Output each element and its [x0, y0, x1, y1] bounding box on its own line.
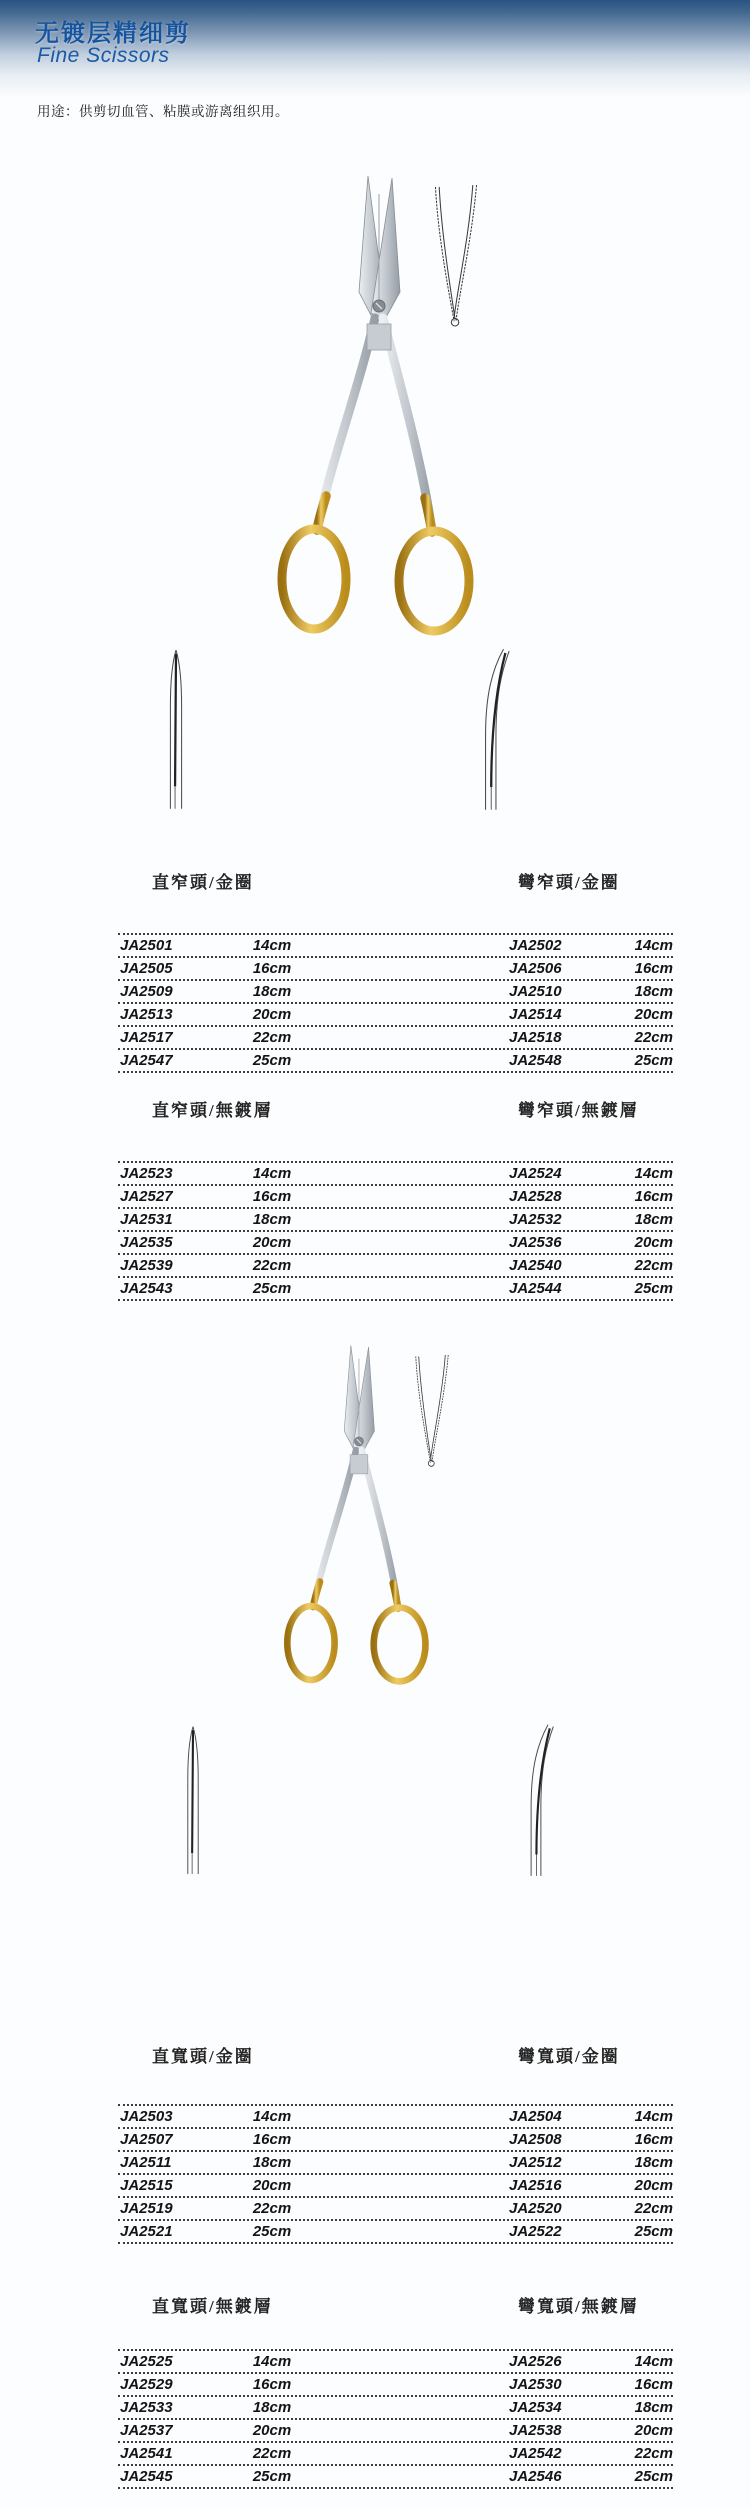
product-code-right: JA2518: [509, 1029, 562, 1046]
product-code-left: JA2505: [120, 960, 173, 977]
product-size-right: 25cm: [634, 1280, 673, 1297]
table-row: [118, 2464, 673, 2487]
column-header-left: 直窄頭/金圈: [152, 873, 254, 892]
product-code-right: JA2516: [509, 2177, 562, 2194]
table-row: [118, 2104, 673, 2127]
product-size-left: 18cm: [252, 2154, 292, 2171]
table-row: [118, 956, 673, 979]
product-code-right: JA2534: [509, 2399, 562, 2416]
product-size-right: 20cm: [634, 2422, 673, 2439]
product-size-right: 14cm: [634, 2108, 673, 2125]
product-code-right: JA2510: [509, 983, 562, 1000]
usage-note: 用途：供剪切血管、粘膜或游离组织用。: [37, 104, 289, 119]
table-row: [118, 979, 673, 1002]
table-row: [118, 2173, 673, 2196]
product-code-right: JA2546: [509, 2468, 562, 2485]
table-row: [118, 2372, 673, 2395]
column-header-right: 彎寬頭/無鍍層: [518, 2297, 639, 2316]
product-code-right: JA2512: [509, 2154, 562, 2171]
product-code-left: JA2501: [120, 937, 173, 954]
table-row: [118, 1253, 673, 1276]
table-row: [118, 1025, 673, 1048]
size-table: [118, 2104, 673, 2244]
product-size-left: 16cm: [252, 2376, 292, 2393]
table-row: [118, 1161, 673, 1184]
product-code-right: JA2530: [509, 2376, 562, 2393]
product-code-left: JA2515: [120, 2177, 173, 2194]
column-header-right: 彎寬頭/金圈: [518, 2047, 620, 2066]
product-code-left: JA2545: [120, 2468, 173, 2485]
table-row: [118, 933, 673, 956]
product-code-right: JA2538: [509, 2422, 562, 2439]
table-row: [118, 1230, 673, 1253]
product-code-left: JA2533: [120, 2399, 173, 2416]
product-code-right: JA2540: [509, 1257, 562, 1274]
table-row: [118, 2349, 673, 2372]
blade-tips-v-icon: [428, 180, 484, 332]
product-size-left: 16cm: [252, 2131, 292, 2148]
product-code-left: JA2531: [120, 1211, 173, 1228]
product-size-right: 20cm: [634, 1006, 673, 1023]
product-code-left: JA2529: [120, 2376, 173, 2393]
product-code-right: JA2506: [509, 960, 562, 977]
table-row: [118, 2127, 673, 2150]
product-size-left: 20cm: [252, 1234, 292, 1251]
product-size-left: 22cm: [252, 1029, 292, 1046]
product-size-right: 14cm: [634, 1165, 673, 1182]
product-code-left: JA2517: [120, 1029, 173, 1046]
product-code-right: JA2502: [509, 937, 562, 954]
product-code-right: JA2514: [509, 1006, 562, 1023]
product-size-left: 20cm: [252, 2177, 292, 2194]
product-size-right: 20cm: [634, 1234, 673, 1251]
product-size-right: 14cm: [634, 2353, 673, 2370]
product-size-left: 18cm: [252, 1211, 292, 1228]
table-row: [118, 2219, 673, 2242]
product-size-left: 25cm: [252, 2468, 292, 2485]
product-code-left: JA2519: [120, 2200, 173, 2217]
product-code-left: JA2525: [120, 2353, 173, 2370]
column-header-left: 直寬頭/無鍍層: [152, 2297, 273, 2316]
product-code-left: JA2523: [120, 1165, 173, 1182]
table-row: [118, 1048, 673, 1071]
product-size-left: 25cm: [252, 1052, 292, 1069]
product-code-left: JA2537: [120, 2422, 173, 2439]
product-code-right: JA2520: [509, 2200, 562, 2217]
product-size-left: 22cm: [252, 2445, 292, 2462]
table-narrow-uncoated: [118, 1096, 673, 1311]
product-size-right: 25cm: [634, 1052, 673, 1069]
curved-tip-icon: [524, 1714, 556, 1884]
product-code-right: JA2522: [509, 2223, 562, 2240]
product-size-left: 22cm: [252, 1257, 292, 1274]
product-code-right: JA2528: [509, 1188, 562, 1205]
product-size-right: 22cm: [634, 2445, 673, 2462]
column-header-left: 直寬頭/金圈: [152, 2047, 254, 2066]
table-row: [118, 1276, 673, 1299]
product-size-right: 18cm: [634, 2154, 673, 2171]
product-code-left: JA2543: [120, 1280, 173, 1297]
column-header-right: 彎窄頭/無鍍層: [518, 1101, 639, 1120]
product-size-left: 18cm: [252, 2399, 292, 2416]
product-code-right: JA2544: [509, 1280, 562, 1297]
table-row: [118, 2395, 673, 2418]
table-wide-uncoated: [118, 2292, 673, 2507]
size-table: [118, 933, 673, 1073]
product-size-left: 14cm: [252, 2108, 292, 2125]
product-code-right: JA2524: [509, 1165, 562, 1182]
product-code-left: JA2511: [120, 2154, 172, 2171]
product-size-right: 18cm: [634, 983, 673, 1000]
product-code-right: JA2504: [509, 2108, 562, 2125]
product-size-right: 25cm: [634, 2468, 673, 2485]
page-subtitle: Fine Scissors: [37, 44, 170, 67]
product-size-right: 22cm: [634, 1029, 673, 1046]
table-row: [118, 1207, 673, 1230]
product-code-right: JA2508: [509, 2131, 562, 2148]
table-row: [118, 1184, 673, 1207]
table-row: [118, 1002, 673, 1025]
column-header-left: 直窄頭/無鍍層: [152, 1101, 273, 1120]
table-row: [118, 2441, 673, 2464]
product-code-right: JA2548: [509, 1052, 562, 1069]
product-size-left: 14cm: [252, 2353, 292, 2370]
product-size-left: 16cm: [252, 960, 292, 977]
product-size-left: 20cm: [252, 1006, 292, 1023]
straight-tip-icon: [180, 1714, 206, 1884]
product-size-right: 18cm: [634, 2399, 673, 2416]
table-narrow-gold-ring: [118, 868, 673, 1083]
product-size-left: 25cm: [252, 1280, 292, 1297]
straight-tip-icon: [162, 642, 190, 814]
product-size-left: 20cm: [252, 2422, 292, 2439]
product-size-left: 18cm: [252, 983, 292, 1000]
product-size-left: 22cm: [252, 2200, 292, 2217]
table-row: [118, 2150, 673, 2173]
product-size-left: 25cm: [252, 2223, 292, 2240]
product-code-left: JA2513: [120, 1006, 173, 1023]
product-size-left: 14cm: [252, 937, 292, 954]
product-size-right: 22cm: [634, 1257, 673, 1274]
page-header: [0, 0, 750, 96]
product-size-right: 14cm: [634, 937, 673, 954]
product-code-left: JA2527: [120, 1188, 173, 1205]
product-code-left: JA2539: [120, 1257, 173, 1274]
product-size-right: 25cm: [634, 2223, 673, 2240]
product-code-right: JA2536: [509, 1234, 562, 1251]
product-size-left: 14cm: [252, 1165, 292, 1182]
product-size-right: 16cm: [634, 1188, 673, 1205]
product-code-left: JA2509: [120, 983, 173, 1000]
product-code-left: JA2547: [120, 1052, 173, 1069]
product-size-right: 18cm: [634, 1211, 673, 1228]
size-table: [118, 2349, 673, 2489]
product-code-left: JA2541: [120, 2445, 173, 2462]
product-code-right: JA2542: [509, 2445, 562, 2462]
product-code-left: JA2503: [120, 2108, 173, 2125]
product-size-right: 22cm: [634, 2200, 673, 2217]
table-row: [118, 2196, 673, 2219]
table-wide-gold-ring: [118, 2042, 673, 2257]
blade-tips-v-icon: [406, 1352, 458, 1470]
column-header-right: 彎窄頭/金圈: [518, 873, 620, 892]
page-title: 无镀层精细剪: [35, 20, 191, 47]
size-table: [118, 1161, 673, 1301]
product-code-right: JA2526: [509, 2353, 562, 2370]
product-code-left: JA2507: [120, 2131, 173, 2148]
product-size-right: 16cm: [634, 2376, 673, 2393]
product-size-right: 16cm: [634, 2131, 673, 2148]
curved-tip-icon: [478, 642, 512, 814]
product-size-left: 16cm: [252, 1188, 292, 1205]
product-code-right: JA2532: [509, 1211, 562, 1228]
product-size-right: 16cm: [634, 960, 673, 977]
product-code-left: JA2535: [120, 1234, 173, 1251]
product-code-left: JA2521: [120, 2223, 173, 2240]
product-size-right: 20cm: [634, 2177, 673, 2194]
table-row: [118, 2418, 673, 2441]
